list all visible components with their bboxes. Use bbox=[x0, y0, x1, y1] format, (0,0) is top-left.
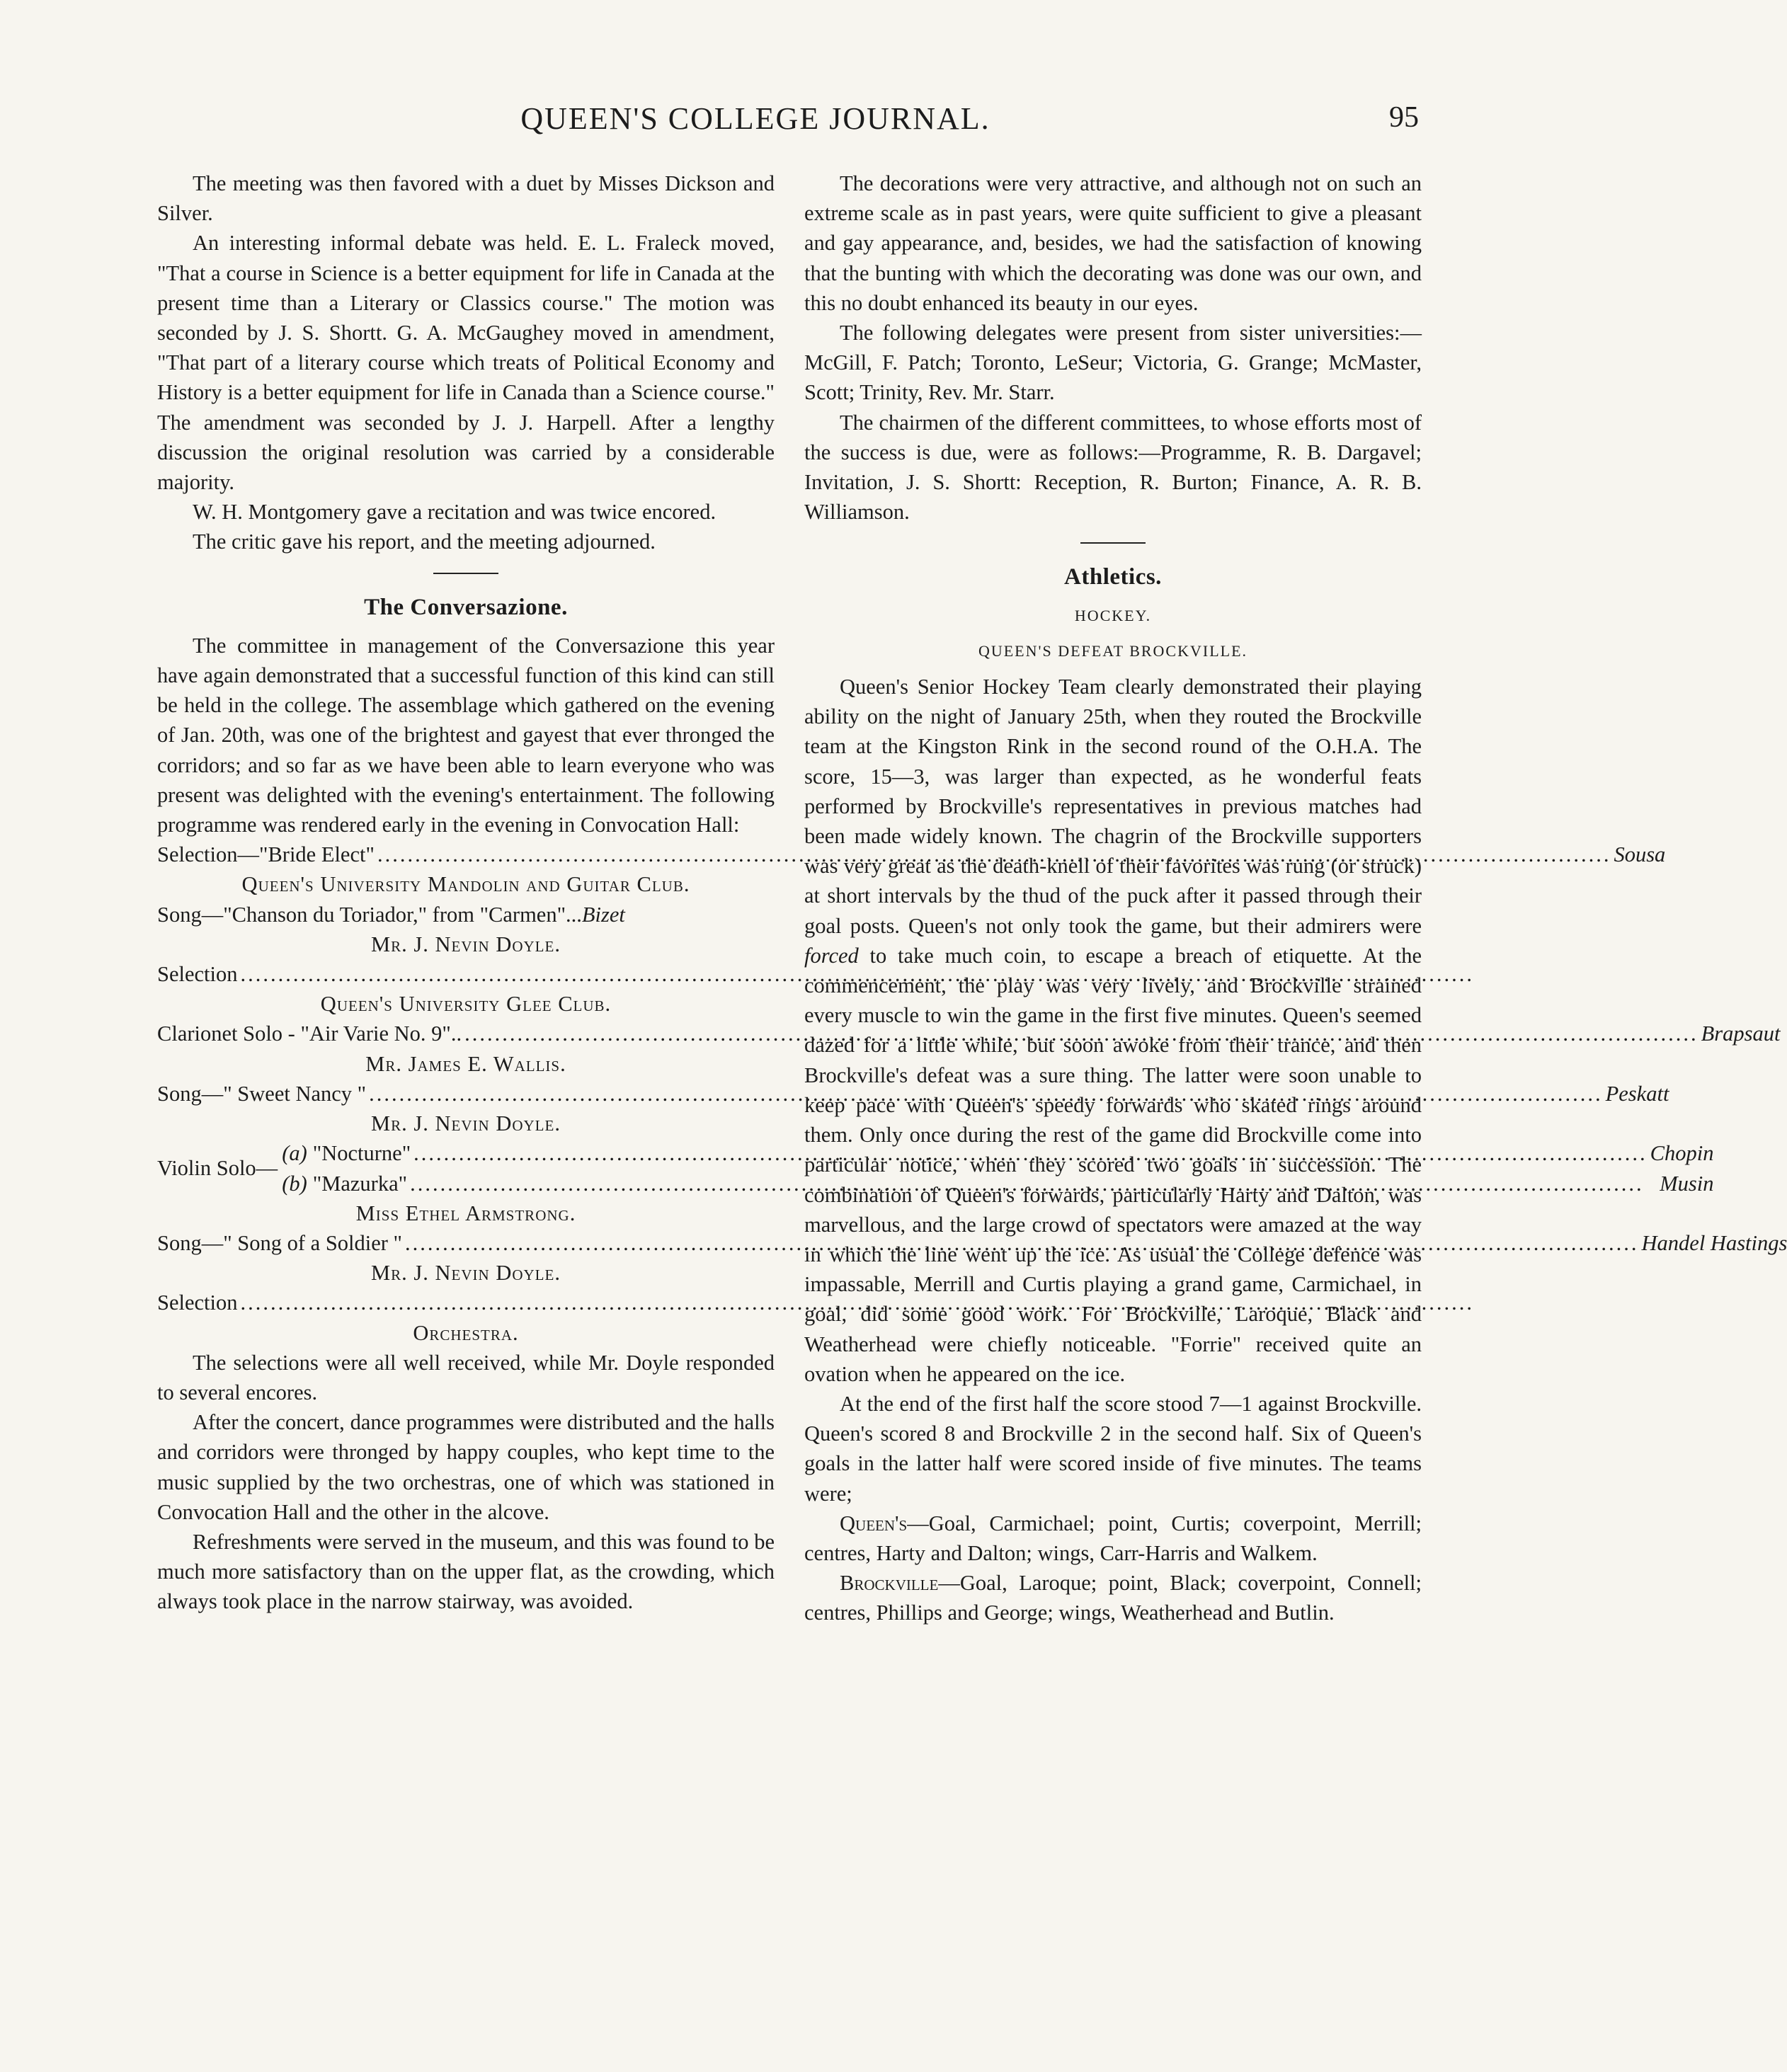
team-name: Queen's bbox=[840, 1511, 908, 1535]
programme-item-title: Clarionet Solo - "Air Varie No. 9".. bbox=[157, 1021, 462, 1046]
programme-performer: Mr. J. Nevin Doyle. bbox=[371, 932, 561, 956]
paragraph: The following delegates were present from sister universities:—McGill, F. Patch; Toronto, LeSeur; Victoria, G. Grange; McMaster, Scott; Trinity, Rev. Mr. Starr. bbox=[804, 321, 1422, 405]
team-players: —Goal, Laroque; point, Black; coverpoint, Connell; centres, Phillips and George; wings, Weatherhead and Butlin. bbox=[804, 1571, 1422, 1625]
programme-item-title: Selection bbox=[157, 962, 238, 987]
programme-item-composer: Sousa bbox=[1614, 842, 1666, 867]
programme-item bbox=[157, 1228, 1787, 1258]
paragraph: At the end of the first half the score stood 7—1 against Brockville. Queen's scored 8 and Brockville 2 in the second half. Six of Queen's goals in the latter half were scored inside of five minutes. The teams were; bbox=[804, 1391, 1422, 1506]
subitem-title: "Mazurka" bbox=[312, 1171, 408, 1196]
team-players: —Goal, Carmichael; point, Curtis; coverpoint, Merrill; centres, Harty and Dalton; wings, Carr-Harris and Walkem. bbox=[804, 1511, 1422, 1565]
paragraph: The critic gave his report, and the meeting adjourned. bbox=[193, 530, 656, 554]
paragraph: The meeting was then favored with a duet by Misses Dickson and Silver. bbox=[157, 171, 775, 226]
programme-item-title: Selection bbox=[157, 1290, 238, 1315]
paragraph: The selections were all well received, while Mr. Doyle responded to several encores. bbox=[157, 1350, 775, 1404]
programme-item-composer: Peskatt bbox=[1605, 1081, 1669, 1106]
programme-performer: Orchestra. bbox=[413, 1320, 519, 1345]
right-column bbox=[804, 168, 1422, 1628]
programme-item bbox=[157, 1019, 1781, 1048]
section-divider bbox=[1080, 542, 1146, 544]
programme-item bbox=[157, 900, 775, 929]
section-heading-conversazione: The Conversazione. bbox=[364, 594, 568, 620]
programme-item bbox=[157, 1079, 1669, 1109]
programme-item-title: Song—" Sweet Nancy " bbox=[157, 1081, 367, 1106]
paragraph: The committee in management of the Conversazione this year have again demonstrated that a successful function of this kind can still be held in the college. The assemblage which gathered on the evening of Jan. 20th, was one of the brightest and gayest that ever thronged the corridors; and so far as we have been able to learn everyone who was present was delighted with the evening's entertainment. The following programme was rendered early in the evening in Convocation Hall: bbox=[157, 633, 775, 837]
programme-performer: Mr. J. Nevin Doyle. bbox=[371, 1111, 561, 1136]
section-heading-athletics: Athletics. bbox=[1064, 564, 1162, 590]
programme-item-title: Song—"Chanson du Toriador," from "Carmen"... bbox=[157, 902, 582, 927]
subheading-match: QUEEN'S DEFEAT BROCKVILLE. bbox=[978, 641, 1248, 660]
paragraph-text: to take much coin, to escape a breach of etiquette. At the commencement, the play was very lively, and Brockville strained every muscle to win the game in the first five minutes. Queen's seemed dazed for a little while, but soon awoke from their trance, and then Brockville's defeat was a sure thing. The latter were soon unable to keep pace with Queen's speedy forwards who skated rings around them. Only once during the rest of the game did Brockville come into particular notice, when they scored two goals in succession. The combination of Queen's forwards, particularly Harty and Dalton, was marvellous, and the large crowd of spectators were amazed at the way in which the line went up the ice. As usual the College defence was impassable, Merrill and Curtis playing a grand game, Carmichael, in goal, did some good work. For Brockville, Laroque, Black and Weatherhead were chiefly noticeable. "Forrie" received quite an ovation when he appeared on the ice. bbox=[804, 943, 1422, 1386]
paragraph: Refreshments were served in the museum, and this was found to be much more satisfactory than on the upper flat, as the crowding, which always took place in the narrow stairway, was avoided. bbox=[157, 1529, 775, 1614]
journal-title: QUEEN'S COLLEGE JOURNAL. bbox=[520, 101, 990, 136]
paragraph: The chairmen of the different committees, to whose efforts most of the success is due, were as follows:—Programme, R. B. Dargavel; Invitation, J. S. Shortt: Reception, R. Burton; Finance, A. R. B. Williamson. bbox=[804, 410, 1422, 525]
programme-item-title: Selection—"Bride Elect" bbox=[157, 842, 375, 867]
programme-item-composer: Musin bbox=[1660, 1171, 1714, 1196]
paragraph-text: Queen's Senior Hockey Team clearly demonstrated their playing ability on the night of January 25th, when they routed the Brockville team at the Kingston Rink in the second round of the O.H.A. The score, 15—3, was larger than expected, as he wonderful feats performed by Brockville's representatives in previous matches had been made widely known. The chagrin of the Brockville supporters was very great as the death-knell of their favorites was rung (or struck) at short intervals by the thud of the puck after it passed through their goal posts. Queen's not only took the game, but their admirers were bbox=[804, 675, 1422, 938]
programme-performer: Mr. J. Nevin Doyle. bbox=[371, 1261, 561, 1286]
team-name: Brockville bbox=[840, 1571, 939, 1596]
page-number: 95 bbox=[1389, 101, 1419, 134]
programme-item-composer: Bizet bbox=[581, 902, 625, 927]
programme-item-composer: Brapsaut bbox=[1701, 1021, 1781, 1046]
programme-item-title: Song—" Song of a Soldier " bbox=[157, 1230, 402, 1255]
paragraph: The decorations were very attractive, and although not on such an extreme scale as in past years, were quite sufficient to give a pleasant and gay appearance, and, besides, we had the satisfaction of knowing that the bunting with which the decorating was done was our own, and this no doubt enhanced its beauty in our eyes. bbox=[804, 171, 1422, 315]
paragraph: After the concert, dance programmes were distributed and the halls and corridors were thronged by happy couples, who kept time to the music supplied by the two orchestras, one of which was stationed in Convocation Hall and the other in the alcove. bbox=[157, 1410, 775, 1524]
programme-performer: Queen's University Mandolin and Guitar Club. bbox=[241, 872, 690, 897]
programme-performer: Queen's University Glee Club. bbox=[320, 992, 612, 1017]
subheading-hockey: HOCKEY. bbox=[1074, 606, 1152, 624]
programme-item-title: Violin Solo— bbox=[157, 1156, 278, 1181]
programme-performer: Mr. James E. Wallis. bbox=[365, 1051, 566, 1076]
subitem-mark: (a) bbox=[282, 1141, 307, 1166]
emphasized-word: forced bbox=[804, 943, 859, 968]
programme-item bbox=[157, 1288, 775, 1317]
subitem-mark: (b) bbox=[282, 1171, 307, 1196]
paragraph: W. H. Montgomery gave a recitation and was twice encored. bbox=[193, 500, 716, 525]
programme-item bbox=[157, 959, 775, 989]
team-lineup-brockville bbox=[804, 1568, 1422, 1627]
programme-performer: Miss Ethel Armstrong. bbox=[355, 1201, 576, 1225]
page-header bbox=[0, 101, 1511, 143]
subitem-title: "Nocturne" bbox=[312, 1141, 411, 1166]
section-divider bbox=[433, 573, 498, 574]
team-lineup-queens bbox=[804, 1509, 1422, 1568]
paragraph: An interesting informal debate was held. E. L. Fraleck moved, "That a course in Science is a better equipment for life in Canada at the present time than a Literary or Classics course." The motion was seconded by J. S. Shortt. G. A. McGaughey moved in amendment, "That part of a literary course which treats of Political Economy and History is a better equipment for life in Canada than a Science course." The amendment was seconded by J. J. Harpell. After a lengthy discussion the original resolution was carried by a considerable majority. bbox=[157, 231, 775, 495]
programme-item bbox=[157, 840, 1666, 869]
programme-item-violin-solo bbox=[157, 1138, 1714, 1198]
programme-item-composer: Chopin bbox=[1650, 1141, 1714, 1166]
paragraph bbox=[804, 672, 1422, 1389]
programme-item-composer: Handel Hastings bbox=[1641, 1230, 1787, 1255]
